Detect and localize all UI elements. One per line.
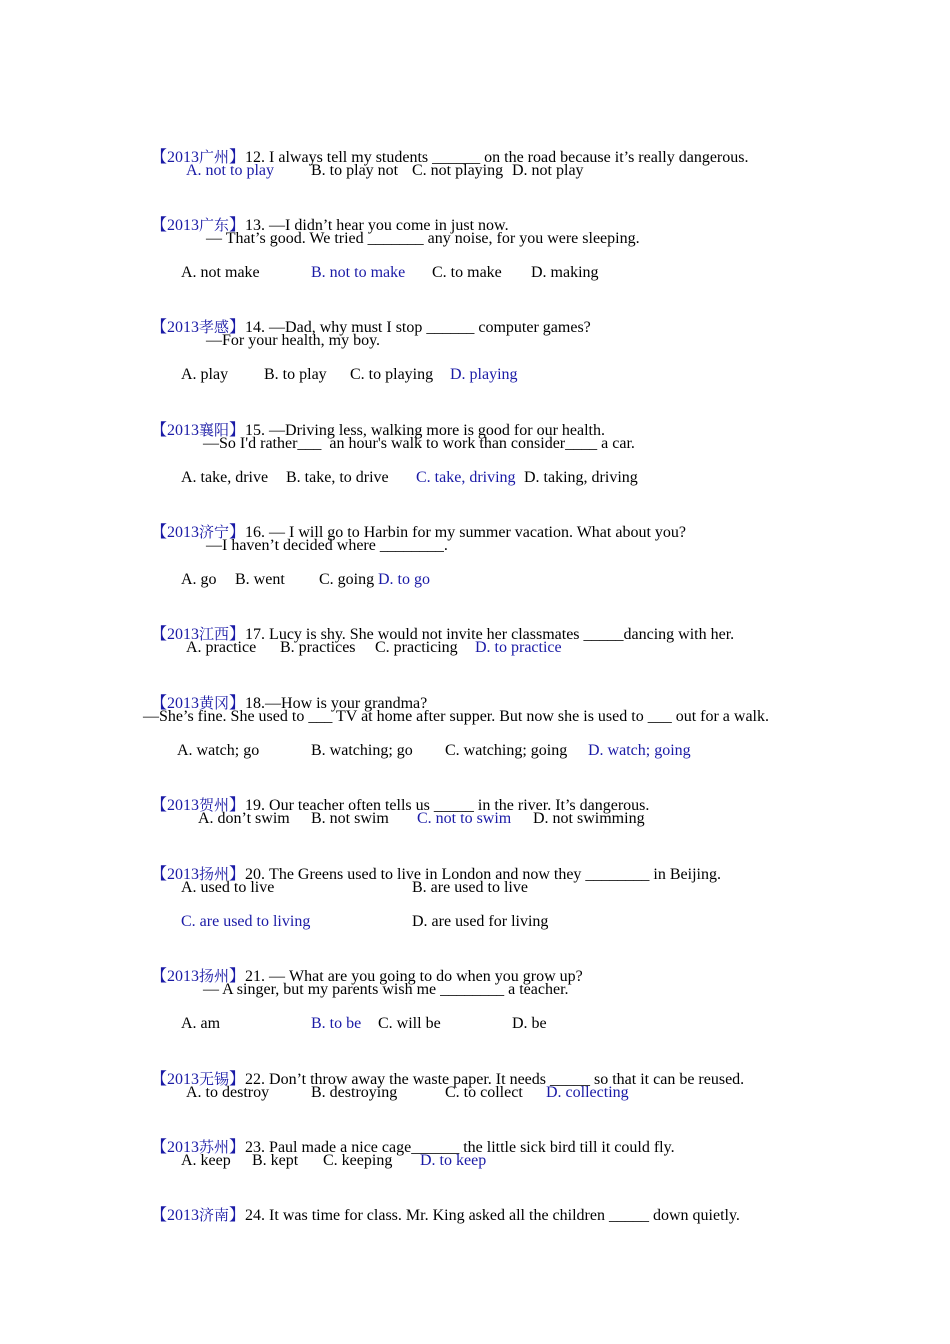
option-c[interactable]: C. to playing [350, 366, 434, 383]
option-b[interactable]: B. to be [311, 1015, 362, 1032]
question-18 [143, 673, 428, 712]
option-b[interactable]: B. not to make [311, 264, 406, 281]
option-d[interactable]: D. are used for living [412, 913, 549, 930]
source-tag: 【2013贺州】 [151, 796, 246, 814]
option-a[interactable]: A. take, drive [181, 469, 269, 486]
question-text: 14. —Dad, why must I stop ______ computer games? [245, 319, 591, 336]
source-tag: 【2013无锡】 [151, 1070, 246, 1088]
source-tag: 【2013孝感】 [151, 318, 246, 336]
question-13 [143, 195, 509, 234]
reply-14: —For your health, my boy. [206, 332, 381, 349]
options-20-row2 [0, 912, 950, 932]
question-text: 19. Our teacher often tells us _____ in the river. It’s dangerous. [245, 797, 650, 814]
option-d[interactable]: D. playing [450, 366, 518, 383]
option-b[interactable]: B. destroying [311, 1084, 398, 1101]
option-c[interactable]: C. will be [378, 1015, 441, 1032]
option-b[interactable]: B. take, to drive [286, 469, 389, 486]
question-24 [143, 1185, 740, 1224]
options-21 [0, 1014, 950, 1034]
option-b[interactable]: B. not swim [311, 810, 389, 827]
option-c[interactable]: C. to collect [445, 1084, 523, 1101]
options-14 [0, 365, 950, 385]
reply-16: —I haven’t decided where ________. [206, 537, 448, 554]
question-12 [143, 127, 749, 166]
source-tag: 【2013江西】 [151, 625, 246, 643]
option-a[interactable]: A. not make [181, 264, 260, 281]
source-tag: 【2013襄阳】 [151, 421, 246, 439]
option-a[interactable]: A. play [181, 366, 229, 383]
question-22 [143, 1049, 745, 1088]
option-c[interactable]: C. going [319, 571, 375, 588]
options-17 [0, 638, 950, 658]
options-16 [0, 570, 950, 590]
reply-13: — That’s good. We tried _______ any noise, for you were sleeping. [206, 230, 640, 247]
reply-15: —So I'd rather___ an hour's walk to work than consider____ a car. [203, 435, 635, 452]
question-text: 21. — What are you going to do when you grow up? [245, 968, 583, 985]
option-c[interactable]: C. watching; going [445, 742, 568, 759]
source-tag: 【2013黄冈】 [151, 694, 246, 712]
option-b[interactable]: B. watching; go [311, 742, 413, 759]
option-a[interactable]: A. watch; go [177, 742, 260, 759]
reply-18: —She’s fine. She used to ___ TV at home after supper. But now she is used to ___ out for a walk. [143, 708, 769, 725]
option-b[interactable]: B. to play not [311, 162, 399, 179]
question-16 [143, 502, 686, 541]
option-c[interactable]: C. not to swim [417, 810, 512, 827]
option-a[interactable]: A. keep [181, 1152, 231, 1169]
option-d[interactable]: D. be [512, 1015, 547, 1032]
option-a[interactable]: A. not to play [186, 162, 274, 179]
option-b[interactable]: B. kept [252, 1152, 299, 1169]
option-c[interactable]: C. keeping [323, 1152, 393, 1169]
question-15 [143, 400, 605, 439]
question-text: 12. I always tell my students ______ on the road because it’s really dangerous. [245, 149, 749, 166]
option-d[interactable]: D. to practice [475, 639, 562, 656]
option-a[interactable]: A. am [181, 1015, 221, 1032]
option-d[interactable]: D. not swimming [533, 810, 645, 827]
source-tag: 【2013广州】 [151, 148, 246, 166]
option-a[interactable]: A. practice [186, 639, 257, 656]
option-d[interactable]: D. taking, driving [524, 469, 638, 486]
option-a[interactable]: A. used to live [181, 879, 275, 896]
option-d[interactable]: D. making [531, 264, 599, 281]
option-a[interactable]: A. go [181, 571, 217, 588]
question-text: 22. Don’t throw away the waste paper. It needs _____ so that it can be reused. [245, 1071, 745, 1088]
option-b[interactable]: B. went [235, 571, 285, 588]
option-d[interactable]: D. collecting [546, 1084, 629, 1101]
question-23 [143, 1117, 675, 1156]
question-text: 24. It was time for class. Mr. King asked all the children _____ down quietly. [245, 1207, 740, 1224]
question-text: 23. Paul made a nice cage______ the little sick bird till it could fly. [245, 1139, 675, 1156]
question-21 [143, 946, 583, 985]
option-d[interactable]: D. not play [512, 162, 584, 179]
options-18 [0, 741, 950, 761]
question-text: 13. —I didn’t hear you come in just now. [245, 217, 509, 234]
source-tag: 【2013扬州】 [151, 967, 246, 985]
options-23 [0, 1151, 950, 1171]
option-c[interactable]: C. not playing [412, 162, 504, 179]
source-tag: 【2013济宁】 [151, 523, 246, 541]
option-b[interactable]: B. are used to live [412, 879, 528, 896]
question-text: 17. Lucy is shy. She would not invite her classmates _____dancing with her. [245, 626, 735, 643]
options-12 [0, 161, 950, 181]
source-tag: 【2013广东】 [151, 216, 246, 234]
source-tag: 【2013苏州】 [151, 1138, 246, 1156]
option-a[interactable]: A. don’t swim [198, 810, 290, 827]
option-d[interactable]: D. to keep [420, 1152, 487, 1169]
options-19 [0, 809, 950, 829]
option-c[interactable]: C. practicing [375, 639, 458, 656]
option-b[interactable]: B. to play [264, 366, 327, 383]
options-22 [0, 1083, 950, 1103]
option-c[interactable]: C. are used to living [181, 913, 311, 930]
question-text: 16. — I will go to Harbin for my summer vacation. What about you? [245, 524, 686, 541]
options-13 [0, 263, 950, 283]
question-text: 18.—How is your grandma? [245, 695, 428, 712]
option-c[interactable]: C. take, driving [416, 469, 516, 486]
question-19 [143, 775, 650, 814]
option-c[interactable]: C. to make [432, 264, 502, 281]
question-14 [143, 297, 591, 336]
question-17 [143, 604, 735, 643]
option-d[interactable]: D. watch; going [588, 742, 691, 759]
question-text: 15. —Driving less, walking more is good for our health. [245, 422, 605, 439]
reply-21: — A singer, but my parents wish me ________ a teacher. [203, 981, 569, 998]
option-d[interactable]: D. to go [378, 571, 430, 588]
source-tag: 【2013济南】 [151, 1206, 246, 1224]
question-20 [143, 844, 721, 883]
option-b[interactable]: B. practices [280, 639, 356, 656]
question-text: 20. The Greens used to live in London and now they ________ in Beijing. [245, 866, 721, 883]
options-15 [0, 468, 950, 488]
source-tag: 【2013扬州】 [151, 865, 246, 883]
options-20-row1 [0, 878, 950, 898]
option-a[interactable]: A. to destroy [186, 1084, 270, 1101]
